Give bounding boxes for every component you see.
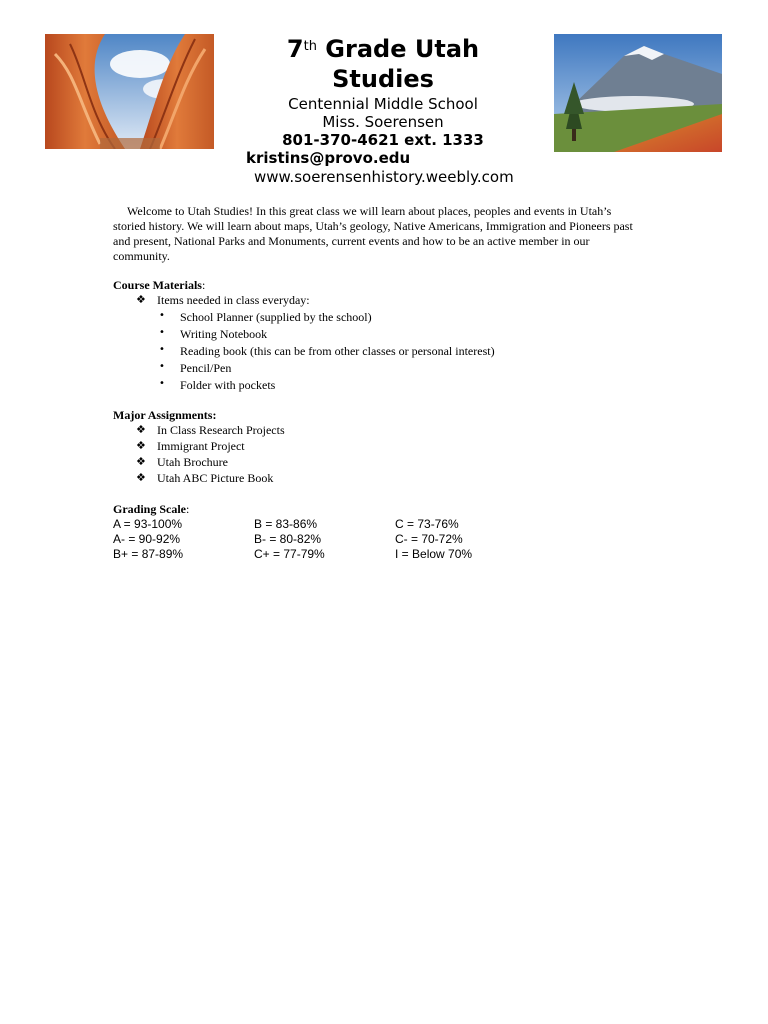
bullet-icon: • <box>159 344 165 355</box>
grade-cell: B = 83-86% <box>254 517 318 531</box>
diamond-bullet-icon: ❖ <box>136 423 146 436</box>
diamond-bullet-icon: ❖ <box>136 471 146 484</box>
grade-cell: C- = 70-72% <box>395 532 463 546</box>
list-item: In Class Research Projects <box>157 423 285 437</box>
email-address: kristins@provo.edu <box>246 149 411 167</box>
course-materials-heading: Course Materials: <box>113 278 206 292</box>
intro-paragraph: Welcome to Utah Studies! In this great class we will learn about places, peoples and events in Utah’s storied history. We will learn about maps, Utah’s geology, Native Americans, Immigration and Pioneers past and present, National Parks and Monuments, current events and how to be an active member in our community. <box>113 204 633 263</box>
grade-cell: I = Below 70% <box>395 547 473 561</box>
list-item: School Planner (supplied by the school) <box>180 310 372 324</box>
grade-cell: C = 73-76% <box>395 517 459 531</box>
grade-cell: A- = 90-92% <box>113 532 181 546</box>
major-assignments-heading: Major Assignments: <box>113 408 217 422</box>
grade-cell: B- = 80-82% <box>254 532 322 546</box>
list-item: Utah Brochure <box>157 455 228 469</box>
page-title: 7th Grade Utah Studies <box>286 35 480 93</box>
list-item: Utah ABC Picture Book <box>157 471 274 485</box>
school-name: Centennial Middle School <box>288 95 478 113</box>
grade-cell: C+ = 77-79% <box>254 547 325 561</box>
list-item: Writing Notebook <box>180 327 268 341</box>
grade-cell: B+ = 87-89% <box>113 547 184 561</box>
diamond-bullet-icon: ❖ <box>136 439 146 452</box>
phone-number: 801-370-4621 ext. 1333 <box>282 131 484 149</box>
diamond-bullet-icon: ❖ <box>136 455 146 468</box>
sandstone-canyon-photo <box>45 34 214 149</box>
course-materials-subheading: Items needed in class everyday: <box>157 293 310 307</box>
bullet-icon: • <box>159 310 165 321</box>
diamond-outline-bullet-icon: ❖ <box>136 293 146 306</box>
list-item: Pencil/Pen <box>180 361 232 375</box>
list-item: Reading book (this can be from other classes or personal interest) <box>180 344 495 358</box>
grading-scale-heading: Grading Scale: <box>113 502 190 516</box>
teacher-name: Miss. Soerensen <box>322 113 444 131</box>
list-item: Immigrant Project <box>157 439 245 453</box>
grade-cell: A = 93-100% <box>113 517 183 531</box>
bullet-icon: • <box>159 327 165 338</box>
mountain-landscape-photo <box>554 34 722 152</box>
bullet-icon: • <box>159 361 165 372</box>
list-item: Folder with pockets <box>180 378 276 392</box>
website-url: www.soerensenhistory.weebly.com <box>254 168 514 186</box>
bullet-icon: • <box>159 378 165 389</box>
